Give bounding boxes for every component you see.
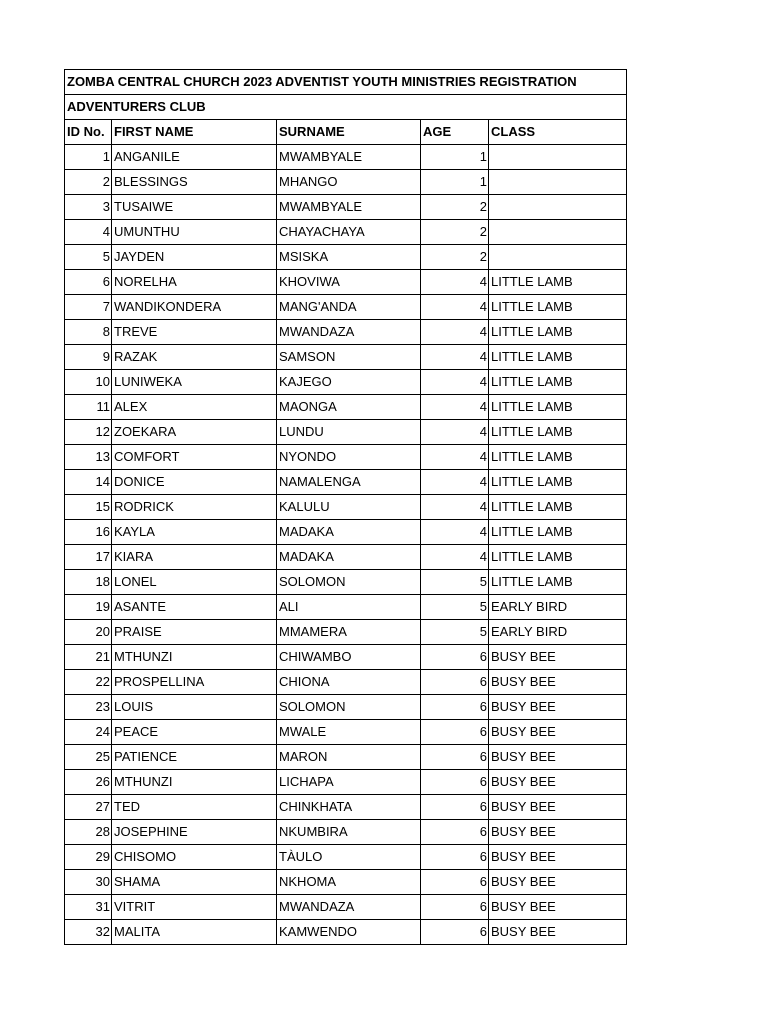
cell-id: 1 xyxy=(65,145,112,170)
cell-id: 21 xyxy=(65,645,112,670)
sheet-title: ZOMBA CENTRAL CHURCH 2023 ADVENTIST YOUTH MINISTRIES REGISTRATION xyxy=(65,70,627,95)
table-row xyxy=(65,495,627,520)
registration-table xyxy=(64,69,627,945)
cell-class: BUSY BEE xyxy=(489,870,627,895)
cell-first-name: RODRICK xyxy=(112,495,277,520)
cell-class: BUSY BEE xyxy=(489,745,627,770)
cell-surname: NKUMBIRA xyxy=(277,820,421,845)
cell-class: LITTLE LAMB xyxy=(489,370,627,395)
cell-class xyxy=(489,170,627,195)
cell-surname: MHANGO xyxy=(277,170,421,195)
cell-age: 2 xyxy=(421,245,489,270)
table-row xyxy=(65,270,627,295)
cell-first-name: LUNIWEKA xyxy=(112,370,277,395)
cell-class: LITTLE LAMB xyxy=(489,570,627,595)
cell-age: 4 xyxy=(421,495,489,520)
header-id: ID No. xyxy=(65,120,112,145)
cell-first-name: ALEX xyxy=(112,395,277,420)
table-row xyxy=(65,520,627,545)
cell-first-name: ANGANILE xyxy=(112,145,277,170)
cell-first-name: LOUIS xyxy=(112,695,277,720)
cell-surname: MWALE xyxy=(277,720,421,745)
table-row xyxy=(65,145,627,170)
table-row xyxy=(65,870,627,895)
sheet-subtitle: ADVENTURERS CLUB xyxy=(65,95,627,120)
cell-class xyxy=(489,220,627,245)
cell-id: 26 xyxy=(65,770,112,795)
cell-age: 4 xyxy=(421,295,489,320)
cell-age: 6 xyxy=(421,845,489,870)
table-row xyxy=(65,545,627,570)
cell-age: 6 xyxy=(421,670,489,695)
cell-first-name: LONEL xyxy=(112,570,277,595)
cell-id: 23 xyxy=(65,695,112,720)
cell-class: LITTLE LAMB xyxy=(489,495,627,520)
cell-surname: MSISKA xyxy=(277,245,421,270)
cell-first-name: TED xyxy=(112,795,277,820)
table-row xyxy=(65,820,627,845)
cell-first-name: MTHUNZI xyxy=(112,770,277,795)
header-row xyxy=(65,120,627,145)
cell-first-name: UMUNTHU xyxy=(112,220,277,245)
table-row xyxy=(65,720,627,745)
table-row xyxy=(65,195,627,220)
cell-first-name: WANDIKONDERA xyxy=(112,295,277,320)
header-class: CLASS xyxy=(489,120,627,145)
table-row xyxy=(65,795,627,820)
cell-class: LITTLE LAMB xyxy=(489,420,627,445)
cell-class: BUSY BEE xyxy=(489,845,627,870)
cell-first-name: KAYLA xyxy=(112,520,277,545)
cell-surname: TÀULO xyxy=(277,845,421,870)
cell-class: LITTLE LAMB xyxy=(489,270,627,295)
cell-surname: ALI xyxy=(277,595,421,620)
cell-id: 6 xyxy=(65,270,112,295)
cell-surname: NAMALENGA xyxy=(277,470,421,495)
cell-age: 6 xyxy=(421,895,489,920)
cell-surname: MAONGA xyxy=(277,395,421,420)
table-row xyxy=(65,445,627,470)
cell-surname: KALULU xyxy=(277,495,421,520)
cell-surname: NKHOMA xyxy=(277,870,421,895)
table-row xyxy=(65,220,627,245)
cell-first-name: DONICE xyxy=(112,470,277,495)
cell-age: 4 xyxy=(421,445,489,470)
cell-id: 22 xyxy=(65,670,112,695)
cell-age: 6 xyxy=(421,745,489,770)
cell-first-name: TUSAIWE xyxy=(112,195,277,220)
cell-id: 25 xyxy=(65,745,112,770)
table-row xyxy=(65,320,627,345)
cell-surname: LICHAPA xyxy=(277,770,421,795)
table-row xyxy=(65,245,627,270)
cell-class: BUSY BEE xyxy=(489,695,627,720)
cell-class: EARLY BIRD xyxy=(489,620,627,645)
cell-class: LITTLE LAMB xyxy=(489,445,627,470)
cell-age: 4 xyxy=(421,470,489,495)
cell-id: 9 xyxy=(65,345,112,370)
cell-age: 4 xyxy=(421,520,489,545)
cell-id: 31 xyxy=(65,895,112,920)
cell-surname: MWANDAZA xyxy=(277,320,421,345)
table-row xyxy=(65,895,627,920)
cell-age: 5 xyxy=(421,620,489,645)
cell-surname: MMAMERA xyxy=(277,620,421,645)
table-row xyxy=(65,920,627,945)
cell-surname: CHIONA xyxy=(277,670,421,695)
cell-id: 18 xyxy=(65,570,112,595)
cell-first-name: PRAISE xyxy=(112,620,277,645)
cell-age: 6 xyxy=(421,770,489,795)
table-row xyxy=(65,370,627,395)
table-row xyxy=(65,745,627,770)
cell-first-name: ASANTE xyxy=(112,595,277,620)
cell-id: 20 xyxy=(65,620,112,645)
cell-age: 2 xyxy=(421,195,489,220)
cell-first-name: PEACE xyxy=(112,720,277,745)
cell-class xyxy=(489,195,627,220)
cell-first-name: RAZAK xyxy=(112,345,277,370)
header-surname: SURNAME xyxy=(277,120,421,145)
cell-id: 28 xyxy=(65,820,112,845)
cell-first-name: PROSPELLINA xyxy=(112,670,277,695)
cell-class: BUSY BEE xyxy=(489,795,627,820)
cell-first-name: JAYDEN xyxy=(112,245,277,270)
cell-first-name: TREVE xyxy=(112,320,277,345)
cell-surname: CHIWAMBO xyxy=(277,645,421,670)
table-row xyxy=(65,770,627,795)
cell-age: 4 xyxy=(421,420,489,445)
cell-surname: MWANDAZA xyxy=(277,895,421,920)
cell-class: EARLY BIRD xyxy=(489,595,627,620)
cell-surname: SAMSON xyxy=(277,345,421,370)
cell-class: LITTLE LAMB xyxy=(489,470,627,495)
table-row xyxy=(65,670,627,695)
cell-surname: MWAMBYALE xyxy=(277,145,421,170)
cell-first-name: VITRIT xyxy=(112,895,277,920)
cell-first-name: KIARA xyxy=(112,545,277,570)
cell-id: 27 xyxy=(65,795,112,820)
cell-age: 6 xyxy=(421,720,489,745)
cell-class: BUSY BEE xyxy=(489,895,627,920)
cell-class xyxy=(489,145,627,170)
cell-first-name: NORELHA xyxy=(112,270,277,295)
cell-surname: MADAKA xyxy=(277,520,421,545)
cell-id: 30 xyxy=(65,870,112,895)
cell-surname: MWAMBYALE xyxy=(277,195,421,220)
cell-surname: SOLOMON xyxy=(277,695,421,720)
cell-id: 3 xyxy=(65,195,112,220)
cell-id: 14 xyxy=(65,470,112,495)
cell-surname: KAMWENDO xyxy=(277,920,421,945)
cell-class xyxy=(489,245,627,270)
cell-id: 2 xyxy=(65,170,112,195)
cell-id: 10 xyxy=(65,370,112,395)
cell-age: 1 xyxy=(421,145,489,170)
cell-class: LITTLE LAMB xyxy=(489,295,627,320)
cell-surname: MARON xyxy=(277,745,421,770)
cell-id: 17 xyxy=(65,545,112,570)
cell-age: 6 xyxy=(421,795,489,820)
cell-surname: CHINKHATA xyxy=(277,795,421,820)
subtitle-row xyxy=(65,95,627,120)
table-row xyxy=(65,595,627,620)
title-row xyxy=(65,70,627,95)
cell-surname: MADAKA xyxy=(277,545,421,570)
cell-age: 6 xyxy=(421,820,489,845)
cell-id: 4 xyxy=(65,220,112,245)
cell-class: LITTLE LAMB xyxy=(489,345,627,370)
cell-first-name: MALITA xyxy=(112,920,277,945)
cell-age: 6 xyxy=(421,645,489,670)
cell-class: BUSY BEE xyxy=(489,720,627,745)
table-row xyxy=(65,570,627,595)
cell-first-name: ZOEKARA xyxy=(112,420,277,445)
cell-id: 5 xyxy=(65,245,112,270)
cell-first-name: MTHUNZI xyxy=(112,645,277,670)
cell-surname: KHOVIWA xyxy=(277,270,421,295)
header-first-name: FIRST NAME xyxy=(112,120,277,145)
cell-first-name: COMFORT xyxy=(112,445,277,470)
table-row xyxy=(65,845,627,870)
cell-id: 16 xyxy=(65,520,112,545)
table-row xyxy=(65,420,627,445)
table-row xyxy=(65,170,627,195)
cell-age: 4 xyxy=(421,270,489,295)
cell-class: BUSY BEE xyxy=(489,670,627,695)
cell-first-name: SHAMA xyxy=(112,870,277,895)
cell-surname: LUNDU xyxy=(277,420,421,445)
cell-age: 4 xyxy=(421,370,489,395)
cell-id: 12 xyxy=(65,420,112,445)
cell-age: 6 xyxy=(421,920,489,945)
cell-age: 4 xyxy=(421,545,489,570)
cell-age: 5 xyxy=(421,595,489,620)
cell-age: 1 xyxy=(421,170,489,195)
cell-id: 11 xyxy=(65,395,112,420)
cell-class: LITTLE LAMB xyxy=(489,320,627,345)
table-row xyxy=(65,470,627,495)
cell-first-name: JOSEPHINE xyxy=(112,820,277,845)
table-row xyxy=(65,295,627,320)
cell-surname: MANG'ANDA xyxy=(277,295,421,320)
cell-age: 4 xyxy=(421,320,489,345)
table-row xyxy=(65,345,627,370)
cell-id: 19 xyxy=(65,595,112,620)
cell-class: LITTLE LAMB xyxy=(489,545,627,570)
cell-first-name: CHISOMO xyxy=(112,845,277,870)
cell-class: LITTLE LAMB xyxy=(489,395,627,420)
cell-age: 6 xyxy=(421,695,489,720)
cell-class: BUSY BEE xyxy=(489,920,627,945)
cell-age: 4 xyxy=(421,395,489,420)
table-row xyxy=(65,695,627,720)
cell-age: 4 xyxy=(421,345,489,370)
header-age: AGE xyxy=(421,120,489,145)
table-row xyxy=(65,395,627,420)
cell-age: 2 xyxy=(421,220,489,245)
cell-id: 32 xyxy=(65,920,112,945)
cell-id: 24 xyxy=(65,720,112,745)
cell-class: LITTLE LAMB xyxy=(489,520,627,545)
cell-id: 29 xyxy=(65,845,112,870)
cell-surname: KAJEGO xyxy=(277,370,421,395)
cell-id: 13 xyxy=(65,445,112,470)
table-row xyxy=(65,645,627,670)
cell-first-name: BLESSINGS xyxy=(112,170,277,195)
cell-surname: CHAYACHAYA xyxy=(277,220,421,245)
cell-class: BUSY BEE xyxy=(489,770,627,795)
cell-surname: SOLOMON xyxy=(277,570,421,595)
cell-first-name: PATIENCE xyxy=(112,745,277,770)
cell-id: 8 xyxy=(65,320,112,345)
cell-surname: NYONDO xyxy=(277,445,421,470)
cell-class: BUSY BEE xyxy=(489,820,627,845)
cell-id: 7 xyxy=(65,295,112,320)
cell-class: BUSY BEE xyxy=(489,645,627,670)
cell-age: 6 xyxy=(421,870,489,895)
cell-id: 15 xyxy=(65,495,112,520)
table-row xyxy=(65,620,627,645)
cell-age: 5 xyxy=(421,570,489,595)
